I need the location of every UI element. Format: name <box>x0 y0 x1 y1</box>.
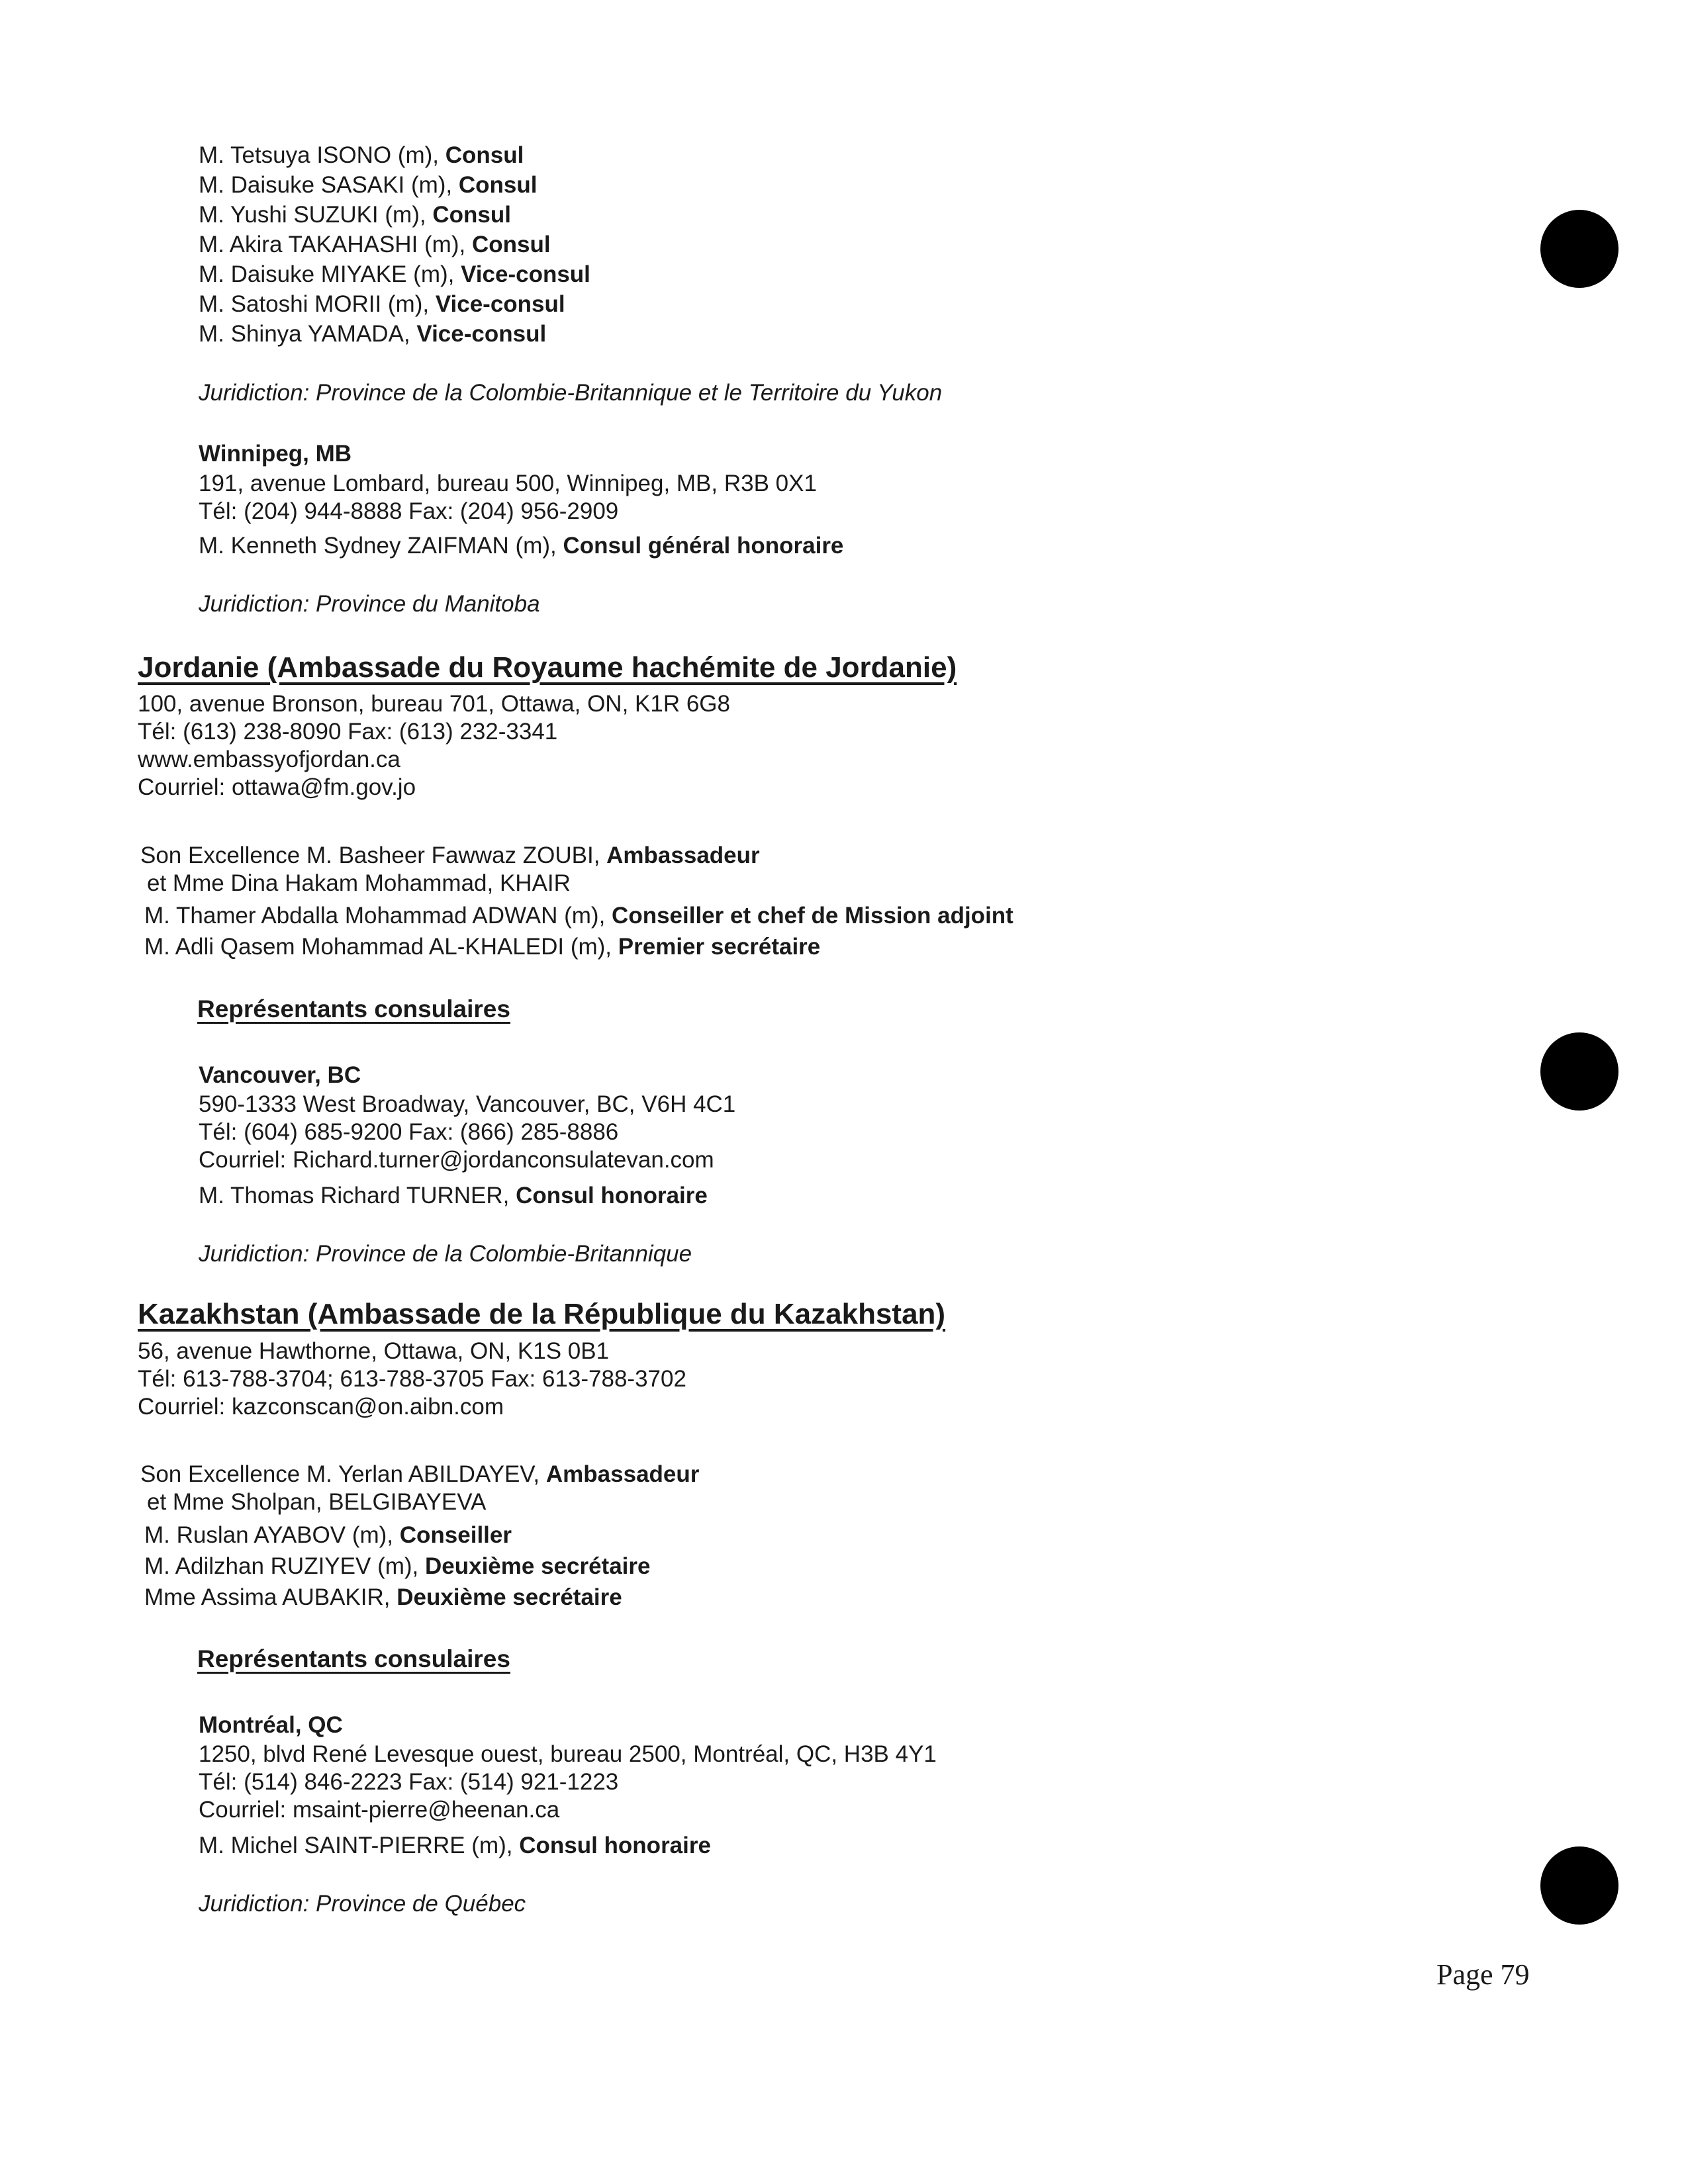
staff-line: M. Shinya YAMADA, Vice-consul <box>199 321 547 347</box>
consulate-city: Montréal, QC <box>199 1712 343 1738</box>
staff-line: M. Satoshi MORII (m), Vice-consul <box>199 291 565 317</box>
consulate-phone: Tél: (204) 944-8888 Fax: (204) 956-2909 <box>199 498 619 524</box>
consulate-address: 1250, blvd René Levesque ouest, bureau 2500, Montréal, QC, H3B 4Y1 <box>199 1741 937 1767</box>
consulate-email: Courriel: Richard.turner@jordanconsulatevan.com <box>199 1147 714 1173</box>
jurisdiction-text: Juridiction: Province de Québec <box>199 1891 526 1917</box>
consular-heading: Représentants consulaires <box>197 995 510 1023</box>
consulate-address: 191, avenue Lombard, bureau 500, Winnipeg, MB, R3B 0X1 <box>199 471 817 496</box>
jurisdiction-text: Juridiction: Province de la Colombie-Britannique <box>199 1241 692 1267</box>
staff-line: M. Daisuke MIYAKE (m), Vice-consul <box>199 261 590 287</box>
consul-line: M. Kenneth Sydney ZAIFMAN (m), Consul général honoraire <box>199 533 844 559</box>
punch-hole <box>1540 1846 1618 1925</box>
jurisdiction-text: Juridiction: Province de la Colombie-Britannique et le Territoire du Yukon <box>199 380 943 406</box>
consulate-address: 590-1333 West Broadway, Vancouver, BC, V6H 4C1 <box>199 1091 736 1117</box>
embassy-phone: Tél: (613) 238-8090 Fax: (613) 232-3341 <box>138 719 558 745</box>
country-heading-jordan: Jordanie (Ambassade du Royaume hachémite de Jordanie) <box>138 651 957 684</box>
staff-line: M. Yushi SUZUKI (m), Consul <box>199 202 511 228</box>
consulate-city: Winnipeg, MB <box>199 441 352 467</box>
staff-line: et Mme Sholpan, BELGIBAYEVA <box>147 1489 487 1515</box>
page-number: Page 79 <box>1436 1958 1530 1991</box>
embassy-phone: Tél: 613-788-3704; 613-788-3705 Fax: 613-788-3702 <box>138 1366 686 1392</box>
staff-line: M. Ruslan AYABOV (m), Conseiller <box>144 1522 512 1548</box>
staff-line: M. Adilzhan RUZIYEV (m), Deuxième secrétaire <box>144 1553 651 1579</box>
consulate-email: Courriel: msaint-pierre@heenan.ca <box>199 1797 560 1823</box>
embassy-website: www.embassyofjordan.ca <box>138 747 400 772</box>
embassy-address: 100, avenue Bronson, bureau 701, Ottawa, ON, K1R 6G8 <box>138 691 730 717</box>
consul-line: M. Thomas Richard TURNER, Consul honoraire <box>199 1183 708 1208</box>
punch-hole <box>1540 210 1618 288</box>
country-heading-kazakhstan: Kazakhstan (Ambassade de la République du Kazakhstan) <box>138 1298 946 1330</box>
consulate-city: Vancouver, BC <box>199 1062 361 1088</box>
staff-line: Mme Assima AUBAKIR, Deuxième secrétaire <box>144 1584 622 1610</box>
staff-line: M. Daisuke SASAKI (m), Consul <box>199 172 538 198</box>
staff-line: Son Excellence M. Yerlan ABILDAYEV, Ambassadeur <box>140 1461 700 1487</box>
embassy-email: Courriel: kazconscan@on.aibn.com <box>138 1394 504 1420</box>
jurisdiction-text: Juridiction: Province du Manitoba <box>199 591 540 617</box>
staff-line: M. Tetsuya ISONO (m), Consul <box>199 142 524 168</box>
staff-line: Son Excellence M. Basheer Fawwaz ZOUBI, Ambassadeur <box>140 842 760 868</box>
consulate-phone: Tél: (514) 846-2223 Fax: (514) 921-1223 <box>199 1769 619 1795</box>
staff-line: M. Adli Qasem Mohammad AL-KHALEDI (m), Premier secrétaire <box>144 934 821 960</box>
staff-line: M. Thamer Abdalla Mohammad ADWAN (m), Conseiller et chef de Mission adjoint <box>144 903 1013 929</box>
consular-heading: Représentants consulaires <box>197 1645 510 1672</box>
embassy-address: 56, avenue Hawthorne, Ottawa, ON, K1S 0B1 <box>138 1338 610 1364</box>
staff-line: M. Akira TAKAHASHI (m), Consul <box>199 232 551 257</box>
embassy-email: Courriel: ottawa@fm.gov.jo <box>138 774 416 800</box>
consulate-phone: Tél: (604) 685-9200 Fax: (866) 285-8886 <box>199 1119 619 1145</box>
staff-line: et Mme Dina Hakam Mohammad, KHAIR <box>147 870 571 896</box>
consul-line: M. Michel SAINT-PIERRE (m), Consul honoraire <box>199 1833 711 1858</box>
punch-hole <box>1540 1032 1618 1111</box>
